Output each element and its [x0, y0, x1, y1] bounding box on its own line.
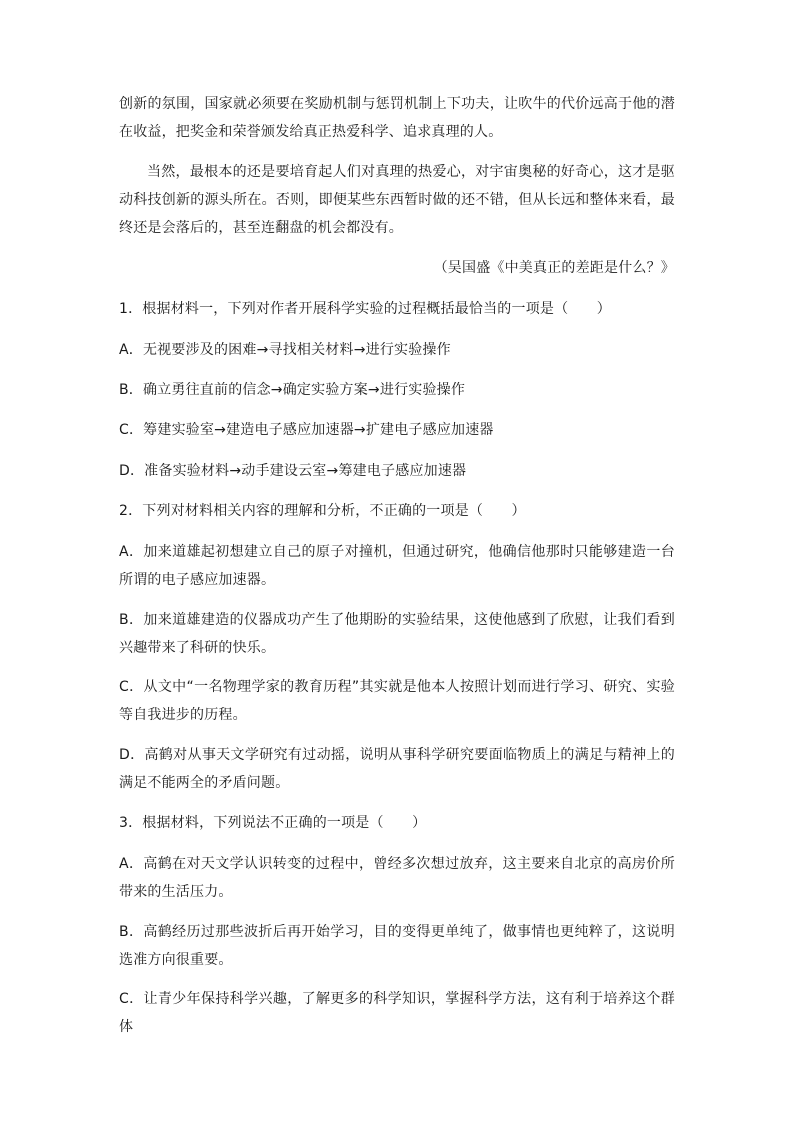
question-2-option-d [119, 741, 675, 797]
question-2-option-b [119, 606, 675, 662]
option-text: A．高鹤在对天文学认识转变的过程中，曾经多次想过放弃，这主要来自北京的高房价所带来的生活压力。 [119, 856, 675, 900]
source-line [119, 254, 675, 282]
question-3-option-a [119, 850, 675, 906]
question-3-stem: 3．根据材料，下列说法不正确的一项是（ ） [119, 815, 427, 831]
option-text: B．确立勇往直前的信念→确定实验方案→进行实验操作 [119, 382, 466, 398]
question-2-stem: 2．下列对材料相关内容的理解和分析，不正确的一项是（ ） [119, 503, 526, 519]
question-1-option-c [119, 416, 675, 444]
question-3-option-c [119, 985, 675, 1041]
paragraph-continuation [119, 90, 675, 146]
paragraph-2: 当然，最根本的还是要培育起人们对真理的热爱心，对宇宙奥秘的好奇心，这才是驱动科技创新的源头所在。否则，即便某些东西暂时做的还不错，但从长远和整体来看，最终还是会落后的，甚至连翻盘的机会都没有。 [119, 164, 675, 236]
option-text: D．高鹤对从事天文学研究有过动摇，说明从事科学研究要面临物质上的满足与精神上的满足不能两全的矛盾问题。 [119, 747, 675, 791]
question-1-option-a [119, 336, 675, 364]
option-text: C．从文中“一名物理学家的教育历程”其实就是他本人按照计划而进行学习、研究、实验等自我进步的历程。 [119, 679, 675, 723]
option-text: A．加来道雄起初想建立自己的原子对撞机，但通过研究，他确信他那时只能够建造一台所谓的电子感应加速器。 [119, 544, 675, 588]
question-3-option-b [119, 918, 675, 974]
question-3 [119, 809, 675, 837]
option-text: D．准备实验材料→动手建设云室→筹建电子感应加速器 [119, 463, 467, 479]
option-text: B．加来道雄建造的仪器成功产生了他期盼的实验结果，这使他感到了欣慰，让我们看到兴趣带来了科研的快乐。 [119, 612, 675, 656]
paragraph-1: 创新的氛围，国家就必须要在奖励机制与惩罚机制上下功夫，让吹牛的代价远高于他的潜在收益，把奖金和荣誉颁发给真正热爱科学、追求真理的人。 [119, 96, 675, 140]
option-text: A．无视要涉及的困难→寻找相关材料→进行实验操作 [119, 342, 451, 358]
option-text: C．筹建实验室→建造电子感应加速器→扩建电子感应加速器 [119, 422, 494, 438]
question-1 [119, 295, 675, 323]
option-text: B．高鹤经历过那些波折后再开始学习，目的变得更单纯了，做事情也更纯粹了，这说明选准方向很重要。 [119, 924, 675, 968]
question-1-option-b [119, 376, 675, 404]
question-2 [119, 497, 675, 525]
question-1-stem: 1．根据材料一，下列对作者开展科学实验的过程概括最恰当的一项是（ ） [119, 301, 611, 317]
question-2-option-c [119, 673, 675, 729]
question-2-option-a [119, 538, 675, 594]
option-text: C．让青少年保持科学兴趣，了解更多的科学知识，掌握科学方法，这有利于培养这个群体 [119, 991, 675, 1035]
source-citation: （吴国盛《中美真正的差距是什么？》 [433, 260, 675, 276]
question-1-option-d [119, 457, 675, 485]
paragraph-conclusion [119, 158, 675, 242]
